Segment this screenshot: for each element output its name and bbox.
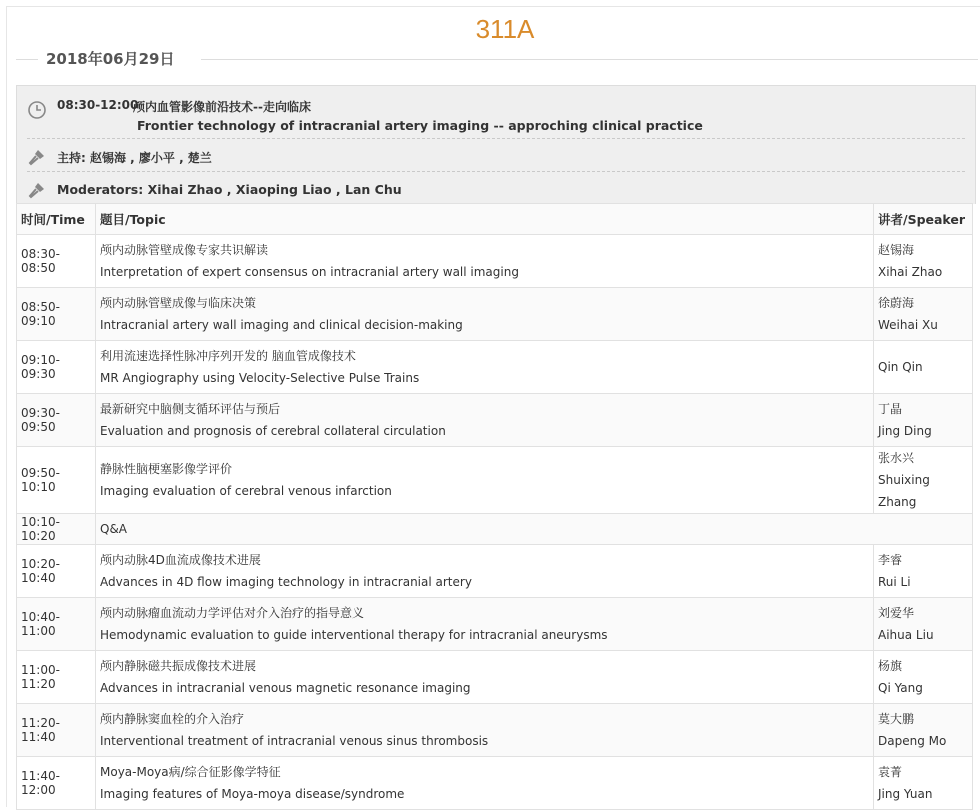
topic-cn: 颅内动脉瘤血流动力学评估对介入治疗的指导意义 [100, 606, 365, 620]
clock-icon [27, 100, 47, 120]
topic-cn: Moya-Moya病/综合征影像学特征 [100, 765, 281, 779]
header-speaker: 讲者/Speaker [874, 204, 973, 235]
row-time: 10:20-10:40 [17, 545, 96, 598]
speaker-en: Qin Qin [878, 360, 923, 374]
topic-en: Imaging features of Moya-moya disease/syndrome [100, 787, 405, 801]
row-topic [96, 288, 874, 341]
row-qa: Q&A [96, 514, 973, 545]
topic-en: Hemodynamic evaluation to guide interventional therapy for intracranial aneurysms [100, 628, 608, 642]
table-row [17, 514, 973, 545]
row-time: 11:20-11:40 [17, 704, 96, 757]
topic-cn: 静脉性脑梗塞影像学评价 [100, 462, 233, 476]
topic-en: Imaging evaluation of cerebral venous infarction [100, 484, 392, 498]
row-speaker [874, 757, 973, 810]
row-topic [96, 598, 874, 651]
topic-cn: 利用流速选择性脉冲序列开发的 脑血管成像技术 [100, 349, 356, 363]
moderators-en: Moderators: Xihai Zhao , Xiaoping Liao , Lan Chu [57, 182, 402, 197]
session-time-row [27, 92, 965, 139]
row-speaker [874, 288, 973, 341]
topic-en: MR Angiography using Velocity-Selective Pulse Trains [100, 371, 420, 385]
row-time: 09:30-09:50 [17, 394, 96, 447]
row-speaker [874, 447, 973, 514]
row-time: 09:50-10:10 [17, 447, 96, 514]
session-info-panel [16, 85, 976, 204]
header-topic: 题目/Topic [96, 204, 874, 235]
row-time: 11:40-12:00 [17, 757, 96, 810]
row-topic [96, 704, 874, 757]
table-row [17, 288, 973, 341]
table-row [17, 235, 973, 288]
speaker-en: Dapeng Mo [878, 734, 947, 748]
row-speaker [874, 651, 973, 704]
topic-cn: 颅内静脉磁共振成像技术进展 [100, 659, 257, 673]
topic-en: Interventional treatment of intracranial venous sinus thrombosis [100, 734, 489, 748]
speaker-cn: 袁菁 [878, 765, 903, 779]
topic-cn: 最新研究中脑侧支循环评估与预后 [100, 402, 281, 416]
session-date: 2018年06月29日 [46, 50, 175, 68]
topic-en: Intracranial artery wall imaging and clinical decision-making [100, 318, 463, 332]
chairs-row [27, 139, 965, 172]
row-speaker [874, 704, 973, 757]
topic-cn: 颅内动脉管壁成像与临床决策 [100, 296, 257, 310]
microphone-icon [27, 180, 47, 200]
row-topic [96, 394, 874, 447]
table-header-row [17, 204, 973, 235]
row-speaker [874, 545, 973, 598]
row-speaker [874, 598, 973, 651]
row-topic [96, 447, 874, 514]
table-row [17, 394, 973, 447]
speaker-en: Jing Ding [878, 424, 932, 438]
date-header [16, 46, 978, 72]
chairs-cn: 主持: 赵锡海 , 廖小平 , 楚兰 [57, 151, 212, 165]
speaker-en: Xihai Zhao [878, 265, 943, 279]
row-time: 08:50-09:10 [17, 288, 96, 341]
topic-cn: 颅内动脉4D血流成像技术进展 [100, 553, 261, 567]
speaker-cn: 丁晶 [878, 402, 903, 416]
row-time: 08:30-08:50 [17, 235, 96, 288]
row-topic [96, 341, 874, 394]
program-table [16, 203, 973, 810]
divider [16, 59, 38, 60]
room-title: 311A [475, 14, 535, 44]
speaker-en: Shuixing Zhang [878, 473, 930, 509]
speaker-en: Jing Yuan [878, 787, 933, 801]
speaker-cn: 杨旗 [878, 659, 903, 673]
speaker-cn: 张水兴 [878, 451, 915, 465]
topic-en: Interpretation of expert consensus on intracranial artery wall imaging [100, 265, 519, 279]
speaker-cn: 莫大鹏 [878, 712, 915, 726]
microphone-icon [27, 147, 47, 167]
header-time: 时间/Time [17, 204, 96, 235]
row-topic [96, 545, 874, 598]
topic-cn: 颅内静脉窦血栓的介入治疗 [100, 712, 245, 726]
table-row [17, 545, 973, 598]
table-row [17, 651, 973, 704]
speaker-cn: 刘爱华 [878, 606, 915, 620]
row-time: 11:00-11:20 [17, 651, 96, 704]
row-time: 09:10-09:30 [17, 341, 96, 394]
row-speaker [874, 235, 973, 288]
speaker-en: Rui Li [878, 575, 911, 589]
divider [201, 59, 978, 60]
row-speaker [874, 341, 973, 394]
speaker-en: Qi Yang [878, 681, 923, 695]
row-topic [96, 651, 874, 704]
row-time: 10:40-11:00 [17, 598, 96, 651]
topic-en: Advances in intracranial venous magnetic resonance imaging [100, 681, 471, 695]
speaker-cn: 赵锡海 [878, 243, 915, 257]
session-time: 08:30-12:00 [57, 98, 139, 112]
table-row [17, 757, 973, 810]
table-row [17, 447, 973, 514]
session-title-cn: 颅内血管影像前沿技术--走向临床 [133, 100, 311, 114]
topic-cn: 颅内动脉管壁成像专家共识解读 [100, 243, 269, 257]
moderators-row [27, 172, 965, 204]
topic-en: Evaluation and prognosis of cerebral collateral circulation [100, 424, 446, 438]
topic-en: Advances in 4D flow imaging technology in intracranial artery [100, 575, 472, 589]
table-row [17, 341, 973, 394]
speaker-cn: 李睿 [878, 553, 903, 567]
table-row [17, 598, 973, 651]
row-topic [96, 235, 874, 288]
session-title-en: Frontier technology of intracranial artery imaging -- approching clinical practice [137, 118, 703, 133]
speaker-cn: 徐蔚海 [878, 296, 915, 310]
row-speaker [874, 394, 973, 447]
speaker-en: Aihua Liu [878, 628, 934, 642]
table-row [17, 704, 973, 757]
speaker-en: Weihai Xu [878, 318, 938, 332]
row-topic [96, 757, 874, 810]
row-time: 10:10-10:20 [17, 514, 96, 545]
